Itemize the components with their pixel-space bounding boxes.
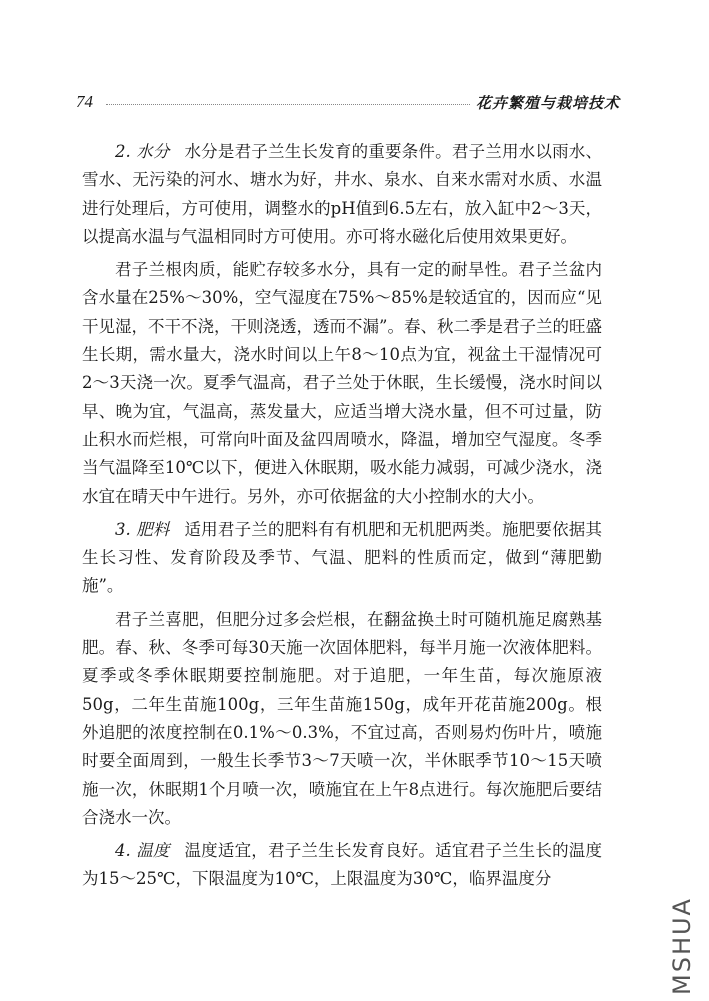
running-title: 花卉繁殖与栽培技术 bbox=[475, 94, 620, 112]
paragraph-text: 君子兰喜肥，但肥分过多会烂根，在翻盆换土时可随机施足腐熟基肥。春、秋、冬季可每30天施一次固体肥料，每半月施一次液体肥料。夏季或冬季休眠期要控制施肥。对于追肥，一年生苗，每次施原液50g，二年生苗施100g，三年生苗施150g，成年开花苗施200g。根外追肥的浓度控制在0.1%～0.3%，不宜过高，否则易灼伤叶片，喷施时要全面周到，一般生长季节3～7天喷一次，半休眠季节10～15天喷施一次，休眠期1个月喷一次，喷施宜在上午8点进行。每次施肥后要结合浇水一次。 bbox=[82, 609, 602, 827]
paragraph-water bbox=[82, 138, 602, 251]
paragraph-temperature bbox=[82, 837, 602, 894]
header-rule bbox=[106, 104, 470, 105]
section-heading-fertilizer: 3. 肥料 bbox=[115, 519, 170, 539]
page-header bbox=[60, 92, 620, 114]
page-number: 74 bbox=[76, 92, 93, 111]
paragraph-text: 君子兰根肉质，能贮存较多水分，具有一定的耐旱性。君子兰盆内含水量在25%～30%，空气湿度在75%～85%是较适宜的，因而应“见干见湿，不干不浇，干则浇透，透而不漏”。春、秋二季是君子兰的旺盛生长期，需水量大，浇水时间以上午8～10点为宜，视盆土干湿情况可2～3天浇一次。夏季气温高，君子兰处于休眠，生长缓慢，浇水时间以早、晚为宜，气温高，蒸发量大，应适当增大浇水量，但不可过量，防止积水而烂根，可常向叶面及盆四周喷水，降温，增加空气湿度。冬季当气温降至10℃以下，便进入休眠期，吸水能力减弱，可减少浇水，浇水宜在晴天中午进行。另外，亦可依据盆的大小控制水的大小。 bbox=[82, 260, 602, 506]
paragraph-fertilizer bbox=[82, 516, 602, 601]
watermark: MSHUA bbox=[668, 897, 696, 995]
paragraph-text: 水分是君子兰生长发育的重要条件。君子兰用水以雨水、雪水、无污染的河水、塘水为好，井水、泉水、自来水需对水质、水温进行处理后，方可使用，调整水的pH值到6.5左右，放入缸中2～3天，以提高水温与气温相同时方可使用。亦可将水磁化后使用效果更好。 bbox=[82, 142, 602, 246]
page-body bbox=[82, 138, 602, 899]
paragraph-text: 适用君子兰的肥料有有机肥和无机肥两类。施肥要依据其生长习性、发育阶段及季节、气温、肥料的性质而定，做到“薄肥勤施”。 bbox=[82, 519, 602, 596]
paragraph-watering-schedule bbox=[82, 256, 602, 511]
paragraph-fertilizing-schedule bbox=[82, 606, 602, 832]
section-heading-temperature: 4. 温度 bbox=[115, 841, 170, 861]
section-heading-water: 2. 水分 bbox=[115, 142, 170, 161]
paragraph-text: 温度适宜，君子兰生长发育良好。适宜君子兰生长的温度为15～25℃，下限温度为10℃，上限温度为30℃，临界温度分 bbox=[82, 841, 602, 889]
